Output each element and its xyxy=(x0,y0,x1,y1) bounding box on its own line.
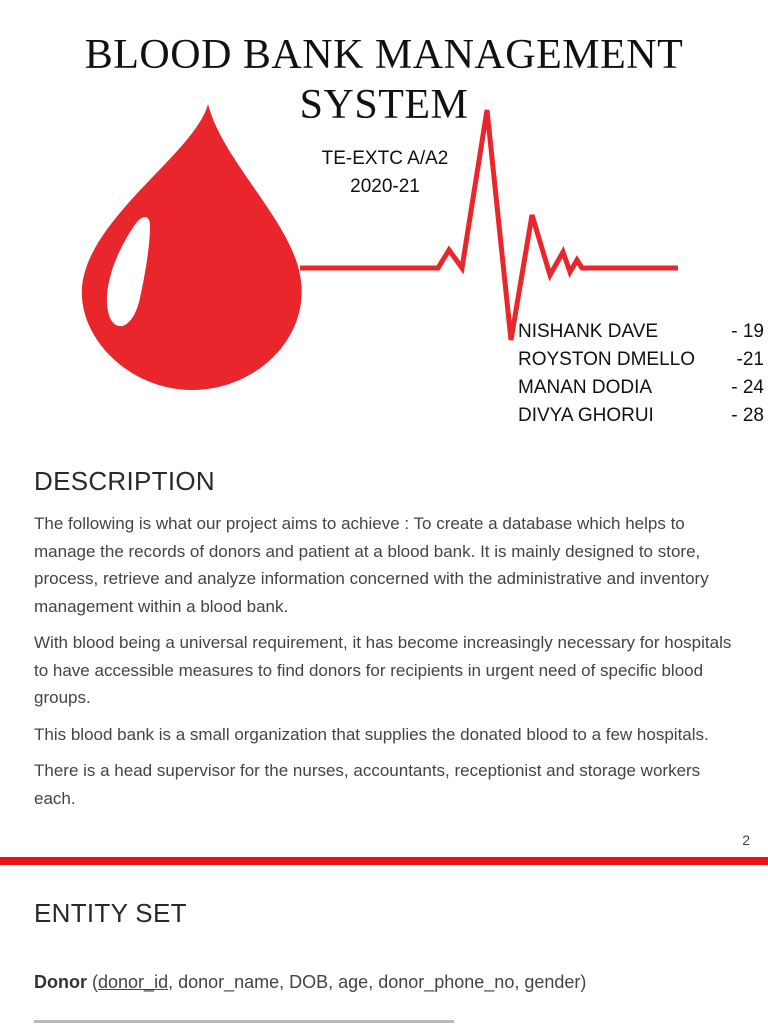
page-title xyxy=(0,30,768,130)
team-member xyxy=(518,374,764,402)
team-member xyxy=(518,402,764,430)
description-heading: DESCRIPTION xyxy=(34,466,215,496)
class-label: TE-EXTC A/A2 xyxy=(321,148,449,169)
entity-set-heading: ENTITY SET xyxy=(34,898,187,928)
title-line-1: BLOOD BANK MANAGEMENT xyxy=(84,32,684,78)
member-name: MANAN DODIA xyxy=(518,377,653,398)
member-name: ROYSTON DMELLO xyxy=(518,349,696,370)
member-name: NISHANK DAVE xyxy=(518,321,659,342)
cut-off-text-line xyxy=(34,1016,454,1024)
member-roll: - 24 xyxy=(731,377,764,398)
donor-attributes: , donor_name, DOB, age, donor_phone_no, gender) xyxy=(168,972,587,992)
donor-entity xyxy=(34,972,586,993)
page-number: 2 xyxy=(742,832,750,848)
description-paragraph: With blood being a universal requirement, it has become increasingly necessary for hospitals to have accessible measures to find donors for recipients in urgent need of specific blood groups. xyxy=(34,633,732,707)
description-paragraph: There is a head supervisor for the nurses, accountants, receptionist and storage workers each. xyxy=(34,761,701,808)
team-member xyxy=(518,318,764,346)
donor-label: Donor xyxy=(34,972,87,992)
member-roll: - 28 xyxy=(731,405,764,426)
title-line-2: SYSTEM xyxy=(299,82,469,128)
team-member xyxy=(518,346,764,374)
slide-divider xyxy=(0,857,768,865)
donor-key: donor_id xyxy=(98,972,169,992)
blood-drop-icon xyxy=(82,104,302,390)
description-paragraph: This blood bank is a small organization that supplies the donated blood to a few hospitals. xyxy=(34,724,709,744)
description-body xyxy=(34,510,736,821)
member-name: DIVYA GHORUI xyxy=(518,405,654,426)
cut-off-text-stroke xyxy=(34,1020,454,1023)
description-paragraph: The following is what our project aims to achieve : To create a database which helps to manage the records of donors and patient at a blood bank. It is mainly designed to store, process, retrieve and analyze information concerned with the administrative and inventory management within a blood bank. xyxy=(34,514,709,616)
team-list xyxy=(518,318,764,430)
member-roll: - 19 xyxy=(731,321,764,342)
year-label: 2020-21 xyxy=(350,176,420,197)
heartbeat-line-icon xyxy=(300,110,678,340)
open-paren: ( xyxy=(92,972,99,992)
member-roll: -21 xyxy=(736,349,764,370)
